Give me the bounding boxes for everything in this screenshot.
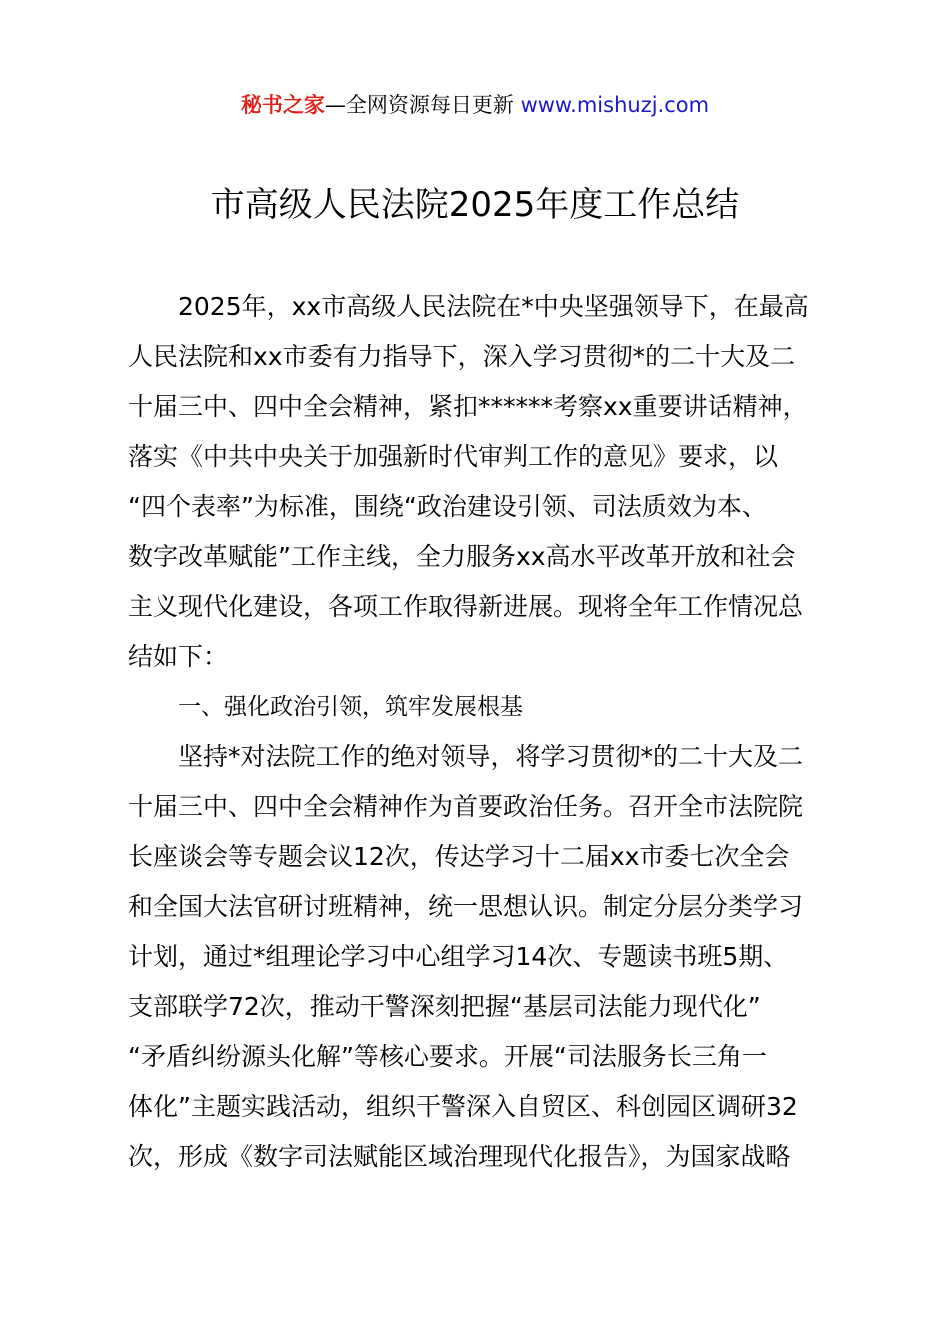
section-heading: 一、强化政治引领，筑牢发展根基 [178, 694, 523, 720]
document-title: 市高级人民法院2025年度工作总结 [210, 185, 740, 225]
paragraph-line: 结如下： [128, 642, 229, 671]
site-url-link[interactable]: www.mishuzj.com [520, 93, 710, 117]
paragraph-line: 和全国大法官研讨班精神，统一思想认识。制定分层分类学习 [128, 892, 804, 921]
paragraph-line: 坚持*对法院工作的绝对领导，将学习贯彻*的二十大及二 [178, 742, 804, 771]
paragraph-line: 十届三中、四中全会精神作为首要政治任务。召开全市法院院 [128, 792, 804, 821]
banner-slogan: 全网资源每日更新 [345, 93, 514, 117]
paragraph-line: 落实《中共中央关于加强新时代审判工作的意见》要求，以 [128, 442, 779, 471]
paragraph-line: 计划，通过*组理论学习中心组学习14次、专题读书班5期、 [128, 942, 789, 971]
paragraph-line: 数字改革赋能”工作主线，全力服务xx高水平改革开放和社会 [128, 542, 796, 571]
paragraph-line: 主义现代化建设，各项工作取得新进展。现将全年工作情况总 [128, 592, 804, 621]
paragraph-line: 长座谈会等专题会议12次，传达学习十二届xx市委七次全会 [128, 842, 790, 871]
paragraph-line: 十届三中、四中全会精神，紧扣******考察xx重要讲话精神， [128, 392, 808, 421]
paragraph-line: “四个表率”为标准，围绕“政治建设引领、司法质效为本、 [128, 492, 767, 521]
paragraph-line: 次，形成《数字司法赋能区域治理现代化报告》，为国家战略 [128, 1142, 791, 1171]
paragraph-line: 人民法院和xx市委有力指导下，深入学习贯彻*的二十大及二 [128, 342, 796, 371]
site-banner [0, 88, 950, 122]
brand-name: 秘书之家 [240, 93, 325, 117]
paragraph-line: 2025年，xx市高级人民法院在*中央坚强领导下，在最高 [178, 292, 809, 321]
banner-separator: — [324, 93, 346, 117]
paragraph-line: 支部联学72次，推动干警深刻把握“基层司法能力现代化” [128, 992, 761, 1021]
document-body [128, 282, 834, 1182]
paragraph-line: 体化”主题实践活动，组织干警深入自贸区、科创园区调研32 [128, 1092, 798, 1121]
paragraph-line: “矛盾纠纷源头化解”等核心要求。开展“司法服务长三角一 [128, 1042, 767, 1071]
